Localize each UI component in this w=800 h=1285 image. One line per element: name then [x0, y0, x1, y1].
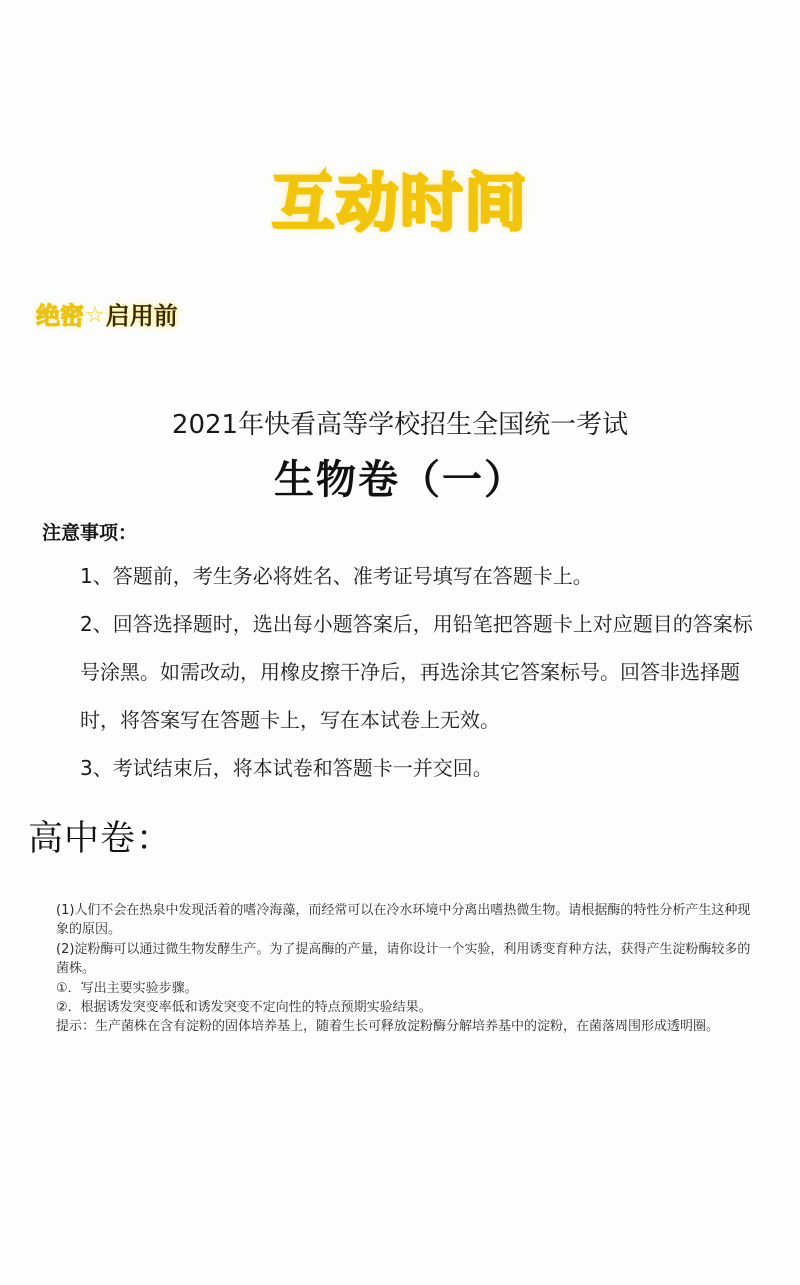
notice-heading: 注意事项：: [42, 522, 138, 544]
question-block: [56, 901, 756, 1037]
question-hint: 提示：生产菌株在含有淀粉的固体培养基上，随着生长可释放淀粉酶分解培养基中的淀粉，在菌落周围形成透明圈。: [56, 1019, 720, 1035]
question-item: ②．根据诱发突变率低和诱发突变不定向性的特点预期实验结果。: [56, 1000, 432, 1016]
notice-item: 1、答题前，考生务必将姓名、准考证号填写在答题卡上。: [80, 564, 593, 588]
confidential-stamp: [36, 304, 178, 328]
notice-list: [80, 552, 760, 792]
stamp-before-use: 启用前: [105, 302, 178, 330]
question-item: (1)人们不会在热泉中发现活着的嗜冷海藻，而经常可以在冷水环境中分离出嗜热微生物。请根据酶的特性分析产生这种现象的原因。: [56, 903, 751, 938]
star-icon: ☆: [85, 303, 105, 328]
exam-title: 2021年快看高等学校招生全国统一考试: [171, 410, 629, 440]
exam-subtitle: 生物卷（一）: [274, 457, 526, 503]
interactive-time-banner: 互动时间: [271, 166, 528, 239]
question-item: (2)淀粉酶可以通过微生物发酵生产。为了提高酶的产量，请你设计一个实验，利用诱变育种方法，获得产生淀粉酶较多的菌株。: [56, 941, 751, 977]
notice-item: 3、考试结束后，将本试卷和答题卡一并交回。: [80, 756, 493, 780]
stamp-top-secret: 绝密: [36, 302, 84, 330]
high-school-heading: 高中卷：: [28, 819, 173, 859]
question-item: ①．写出主要实验步骤。: [56, 980, 198, 996]
notice-item: 2、回答选择题时，选出每小题答案后，用铅笔把答题卡上对应题目的答案标号涂黑。如需改动，用橡皮擦干净后，再选涂其它答案标号。回答非选择题时，将答案写在答题卡上，写在本试卷上无效。: [80, 612, 753, 732]
